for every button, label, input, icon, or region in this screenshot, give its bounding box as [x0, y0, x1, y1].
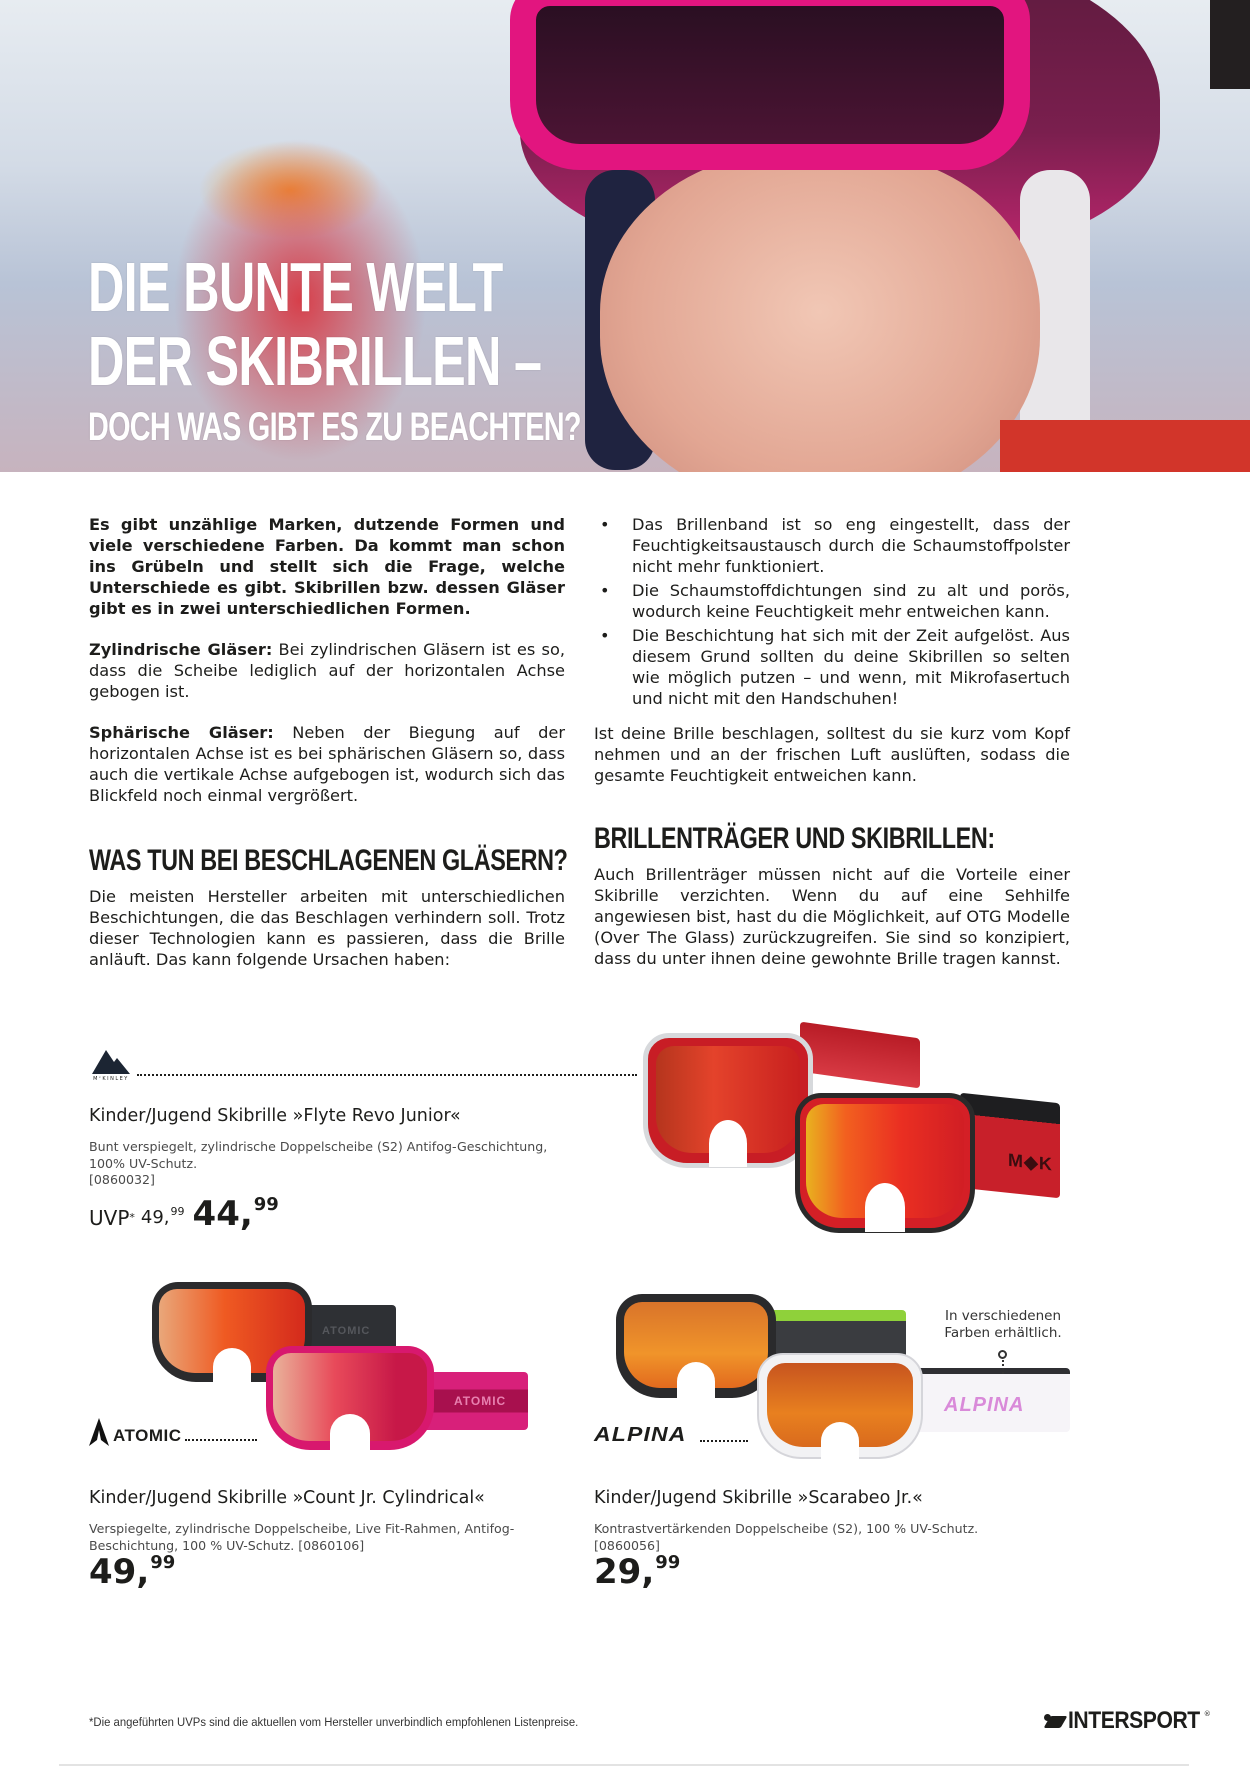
strap-back: ATOMIC [300, 1305, 396, 1361]
article-number: [0860056] [594, 1537, 660, 1553]
intersport-wordmark: INTERSPORT [1068, 1707, 1200, 1734]
dotted-leader [137, 1074, 637, 1076]
strap-back [800, 1022, 920, 1089]
product-description: Bunt verspiegelt, zylindrische Doppelscheibe (S2) Antifog-Geschichtung, 100% UV-Schutz. [89, 1139, 548, 1171]
product-description: Kontrastvertärkenden Doppelscheibe (S2), 100 % UV-Schutz. [594, 1521, 979, 1536]
cylindrical-text: Bei zylindrischen Gläsern ist es so, dass die Scheibe lediglich auf der horizontalen Achse gebogen ist. [89, 640, 565, 701]
price-row-flyte-revo [89, 1195, 279, 1233]
dotted-leader [185, 1439, 257, 1441]
brand-row-alpina [594, 1424, 748, 1447]
hero-subtitle: DOCH WAS GIBT ES ZU BEACHTEN? [88, 405, 581, 449]
cause-text: Die Schaumstoffdichtungen sind zu alt und porös, wodurch keine Feuchtigkeit mehr entweichen kann. [632, 581, 1070, 621]
strap-brand-text: ALPINA [944, 1394, 1025, 1416]
fogging-body: Die meisten Hersteller arbeiten mit unterschiedlichen Beschichtungen, die das Beschlagen verhindern soll. Trotz dieser Technologien kann es passieren, dass die Brille anläuft. Das kann folgende Ursachen haben: [89, 887, 565, 969]
bullet-icon: • [600, 581, 610, 600]
cylindrical-paragraph [89, 639, 565, 702]
glasses-wearers-body: Auch Brillenträger müssen nicht auf die Vorteile einer Skibrille verzichten. Wenn du auf eine Sehhilfe angewiesen bist, hast du die Möglichkeit, auf OTG Modelle (Over The Glass) zurückzugreifen. Sie sind so konzipiert, dass du unter ihnen deine gewohnte Brille tragen kannst. [594, 865, 1070, 968]
jacket-shape [1000, 420, 1250, 472]
goggle-back [616, 1294, 776, 1398]
goggle-front [757, 1353, 923, 1459]
brand-row-atomic [89, 1418, 257, 1446]
mckinley-wordmark: MᶜKINLEY [93, 1076, 129, 1082]
hero-title-line-2: DER SKIBRILLEN – [88, 322, 542, 400]
goggle-front [795, 1093, 975, 1233]
article-number: [0860032] [89, 1172, 155, 1187]
product-title-flyte-revo: Kinder/Jugend Skibrille »Flyte Revo Junior« [89, 1106, 461, 1126]
cylindrical-label: Zylindrische Gläser: [89, 640, 273, 659]
cause-text: Das Brillenband ist so eng eingestellt, dass der Feuchtigkeitsaustausch durch die Schaumstoffpolster nicht mehr funktioniert. [632, 515, 1070, 576]
page-corner-tab [1210, 0, 1250, 89]
sale-price: 29, 99 [594, 1552, 681, 1592]
spherical-paragraph [89, 722, 565, 806]
strap-front: ATOMIC [418, 1372, 528, 1430]
pin-leader [1002, 1360, 1004, 1374]
intersport-mark-icon [1044, 1712, 1064, 1730]
strap-front [960, 1093, 1060, 1199]
spherical-text: Neben der Biegung auf der horizontalen Achse ist es bei sphärischen Gläsern so, dass auch die vertikale Achse aufgebogen ist, wodurch sich das Blickfeld noch einmal vergrößert. [89, 723, 565, 805]
uvp-price: 49, 99 [140, 1205, 185, 1228]
registered-mark: ® [1203, 1710, 1211, 1718]
fogging-advice: Ist deine Brille beschlagen, solltest du sie kurz vom Kopf nehmen und an der frischen Luft auslüften, sodass die gesamte Feuchtigkeit entweichen kann. [594, 724, 1070, 785]
availability-note: In verschiedenen Farben erhältlich. [944, 1308, 1062, 1341]
hero-title [88, 250, 772, 450]
alpina-wordmark: ALPINA [594, 1424, 687, 1446]
brand-row-mckinley [89, 1048, 637, 1082]
price-row-count-jr [81, 1553, 175, 1591]
intro-paragraph: Es gibt unzählige Marken, dutzende Formen und viele verschiedene Farben. Da kommt man schon ins Grübeln und stellt sich die Frage, welche Unterschiede es gibt. Skibrillen bzw. dessen Gläser gibt es in zwei unterschiedlichen Formen. [89, 515, 565, 618]
goggle-front [266, 1346, 434, 1450]
fogging-causes-list [594, 514, 1070, 709]
uvp-label: UVP* [89, 1206, 135, 1230]
atomic-wordmark: ATOMIC [113, 1426, 182, 1445]
list-item [594, 625, 1070, 709]
bullet-icon: • [600, 626, 610, 645]
fogging-heading: WAS TUN BEI BESCHLAGENEN GLÄSERN? [89, 844, 568, 877]
glasses-wearers-heading: BRILLENTRÄGER UND SKIBRILLEN: [594, 822, 995, 855]
price-row-scarabeo-jr [586, 1553, 680, 1591]
hero-title-line-1: DIE BUNTE WELT [88, 248, 503, 326]
atomic-a-icon [89, 1418, 109, 1446]
uvp-footnote: *Die angeführten UVPs sind die aktuellen vom Hersteller unverbindlich empfohlenen Listenpreise. [89, 1715, 579, 1729]
hero-goggle [510, 0, 1030, 170]
product-desc-flyte-revo [89, 1139, 569, 1189]
sale-price: 49, 99 [89, 1552, 176, 1592]
dotted-leader [700, 1440, 748, 1442]
list-item [594, 580, 1070, 622]
bullet-icon: • [600, 515, 610, 534]
sale-price: 44, 99 [192, 1194, 279, 1234]
hero-image [0, 0, 1250, 472]
mountain-icon [92, 1048, 130, 1074]
article-column-right [594, 514, 1070, 969]
product-description: Verspiegelte, zylindrische Doppelscheibe, Live Fit-Rahmen, Antifog-Beschichtung, 100 % UV-Schutz. [0860106] [89, 1521, 515, 1553]
cause-text: Die Beschichtung hat sich mit der Zeit aufgelöst. Aus diesem Grund sollten du deine Skibrillen so selten wie möglich putzen – und wenn, mit Mikrofasertuch und nicht mit den Handschuhen! [632, 626, 1070, 708]
strap-brand-text: M◆K [1008, 1149, 1053, 1175]
article-column-left [89, 514, 568, 970]
product-desc-scarabeo-jr [594, 1521, 1054, 1554]
goggle-back [643, 1033, 813, 1168]
intersport-logo [1044, 1707, 1211, 1735]
list-item [594, 514, 1070, 577]
product-title-count-jr: Kinder/Jugend Skibrille »Count Jr. Cylindrical« [89, 1488, 485, 1508]
strap-front [916, 1368, 1070, 1432]
mckinley-logo [89, 1048, 133, 1082]
pin-icon [998, 1350, 1007, 1359]
spherical-label: Sphärische Gläser: [89, 723, 274, 742]
product-title-scarabeo-jr: Kinder/Jugend Skibrille »Scarabeo Jr.« [594, 1488, 923, 1508]
